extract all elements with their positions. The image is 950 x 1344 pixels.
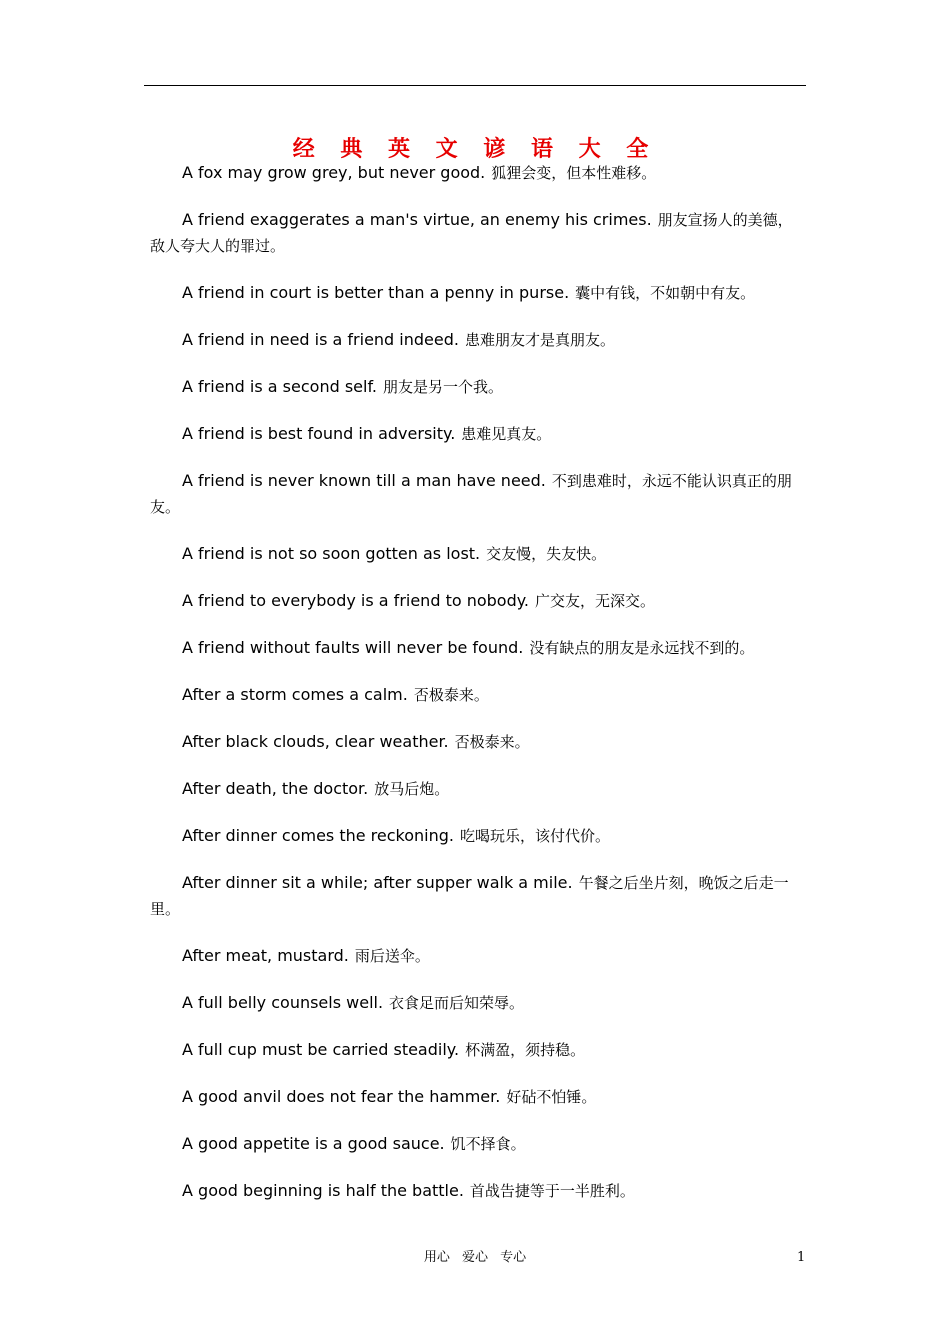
proverb-chinese: 杯满盈，须持稳。: [465, 1041, 586, 1059]
proverb-english: A friend in need is a friend indeed.: [182, 330, 459, 349]
proverb-chinese: 饥不择食。: [450, 1135, 526, 1153]
proverb-chinese: 不到患难时，永远不能认识真正的朋友。: [150, 472, 792, 516]
proverb-chinese: 狐狸会变，但本性难移。: [491, 164, 657, 182]
proverb-english: A full cup must be carried steadily.: [182, 1040, 460, 1059]
proverb-chinese: 吃喝玩乐，该付代价。: [460, 827, 611, 845]
proverb-english: A full belly counsels well.: [182, 993, 384, 1012]
proverb-entry: [150, 421, 806, 447]
proverb-english: A friend exaggerates a man's virtue, an enemy his crimes.: [182, 210, 652, 229]
proverb-english: After dinner comes the reckoning.: [182, 826, 454, 845]
proverb-english: A friend without faults will never be found.: [182, 638, 524, 657]
proverb-english: A good appetite is a good sauce.: [182, 1134, 445, 1153]
proverb-entry: [150, 207, 806, 259]
proverb-entry: [150, 870, 806, 922]
proverb-entry: [150, 1037, 806, 1063]
proverb-entry: [150, 280, 806, 306]
proverb-english: After a storm comes a calm.: [182, 685, 408, 704]
proverb-chinese: 否极泰来。: [454, 733, 530, 751]
proverb-english: A friend is never known till a man have need.: [182, 471, 546, 490]
proverb-chinese: 否极泰来。: [413, 686, 489, 704]
proverb-chinese: 好砧不怕锤。: [506, 1088, 597, 1106]
proverb-entry: [150, 1131, 806, 1157]
proverb-entry: [150, 635, 806, 661]
proverb-list: [150, 160, 806, 1225]
page-number: 1: [797, 1250, 806, 1265]
proverb-entry: [150, 1178, 806, 1204]
proverb-entry: [150, 588, 806, 614]
proverb-chinese: 雨后送伞。: [354, 947, 430, 965]
proverb-english: A friend to everybody is a friend to nobody.: [182, 591, 530, 610]
proverb-chinese: 放马后炮。: [374, 780, 450, 798]
proverb-entry: [150, 160, 806, 186]
proverb-english: A good beginning is half the battle.: [182, 1181, 464, 1200]
proverb-english: After death, the doctor.: [182, 779, 369, 798]
proverb-english: A good anvil does not fear the hammer.: [182, 1087, 501, 1106]
proverb-chinese: 朋友宣扬人的美德，敌人夸大人的罪过。: [150, 211, 793, 255]
proverb-entry: [150, 943, 806, 969]
header-rule: [144, 85, 806, 86]
proverb-english: A friend in court is better than a penny in purse.: [182, 283, 570, 302]
proverb-entry: [150, 468, 806, 520]
proverb-chinese: 衣食足而后知荣辱。: [389, 994, 525, 1012]
proverb-english: A friend is best found in adversity.: [182, 424, 456, 443]
proverb-english: After dinner sit a while; after supper walk a mile.: [182, 873, 573, 892]
proverb-entry: [150, 374, 806, 400]
proverb-chinese: 患难朋友才是真朋友。: [464, 331, 615, 349]
proverb-chinese: 囊中有钱，不如朝中有友。: [575, 284, 756, 302]
proverb-entry: [150, 823, 806, 849]
proverb-chinese: 交友慢，失友快。: [486, 545, 607, 563]
proverb-entry: [150, 729, 806, 755]
page-title: 经 典 英 文 谚 语 大 全: [292, 136, 658, 162]
proverb-chinese: 午餐之后坐片刻，晚饭之后走一里。: [150, 874, 789, 918]
proverb-english: A friend is not so soon gotten as lost.: [182, 544, 481, 563]
proverb-entry: [150, 682, 806, 708]
proverb-chinese: 朋友是另一个我。: [383, 378, 504, 396]
proverb-english: A fox may grow grey, but never good.: [182, 163, 486, 182]
proverb-entry: [150, 990, 806, 1016]
proverb-english: A friend is a second self.: [182, 377, 377, 396]
proverb-entry: [150, 776, 806, 802]
proverb-chinese: 没有缺点的朋友是永远找不到的。: [529, 639, 755, 657]
proverb-english: After black clouds, clear weather.: [182, 732, 449, 751]
proverb-chinese: 患难见真友。: [461, 425, 552, 443]
proverb-chinese: 广交友，无深交。: [535, 592, 656, 610]
proverb-entry: [150, 327, 806, 353]
proverb-entry: [150, 1084, 806, 1110]
proverb-chinese: 首战告捷等于一半胜利。: [469, 1182, 635, 1200]
proverb-english: After meat, mustard.: [182, 946, 349, 965]
footer-slogan: 用心 爱心 专心: [423, 1250, 527, 1265]
proverb-entry: [150, 541, 806, 567]
